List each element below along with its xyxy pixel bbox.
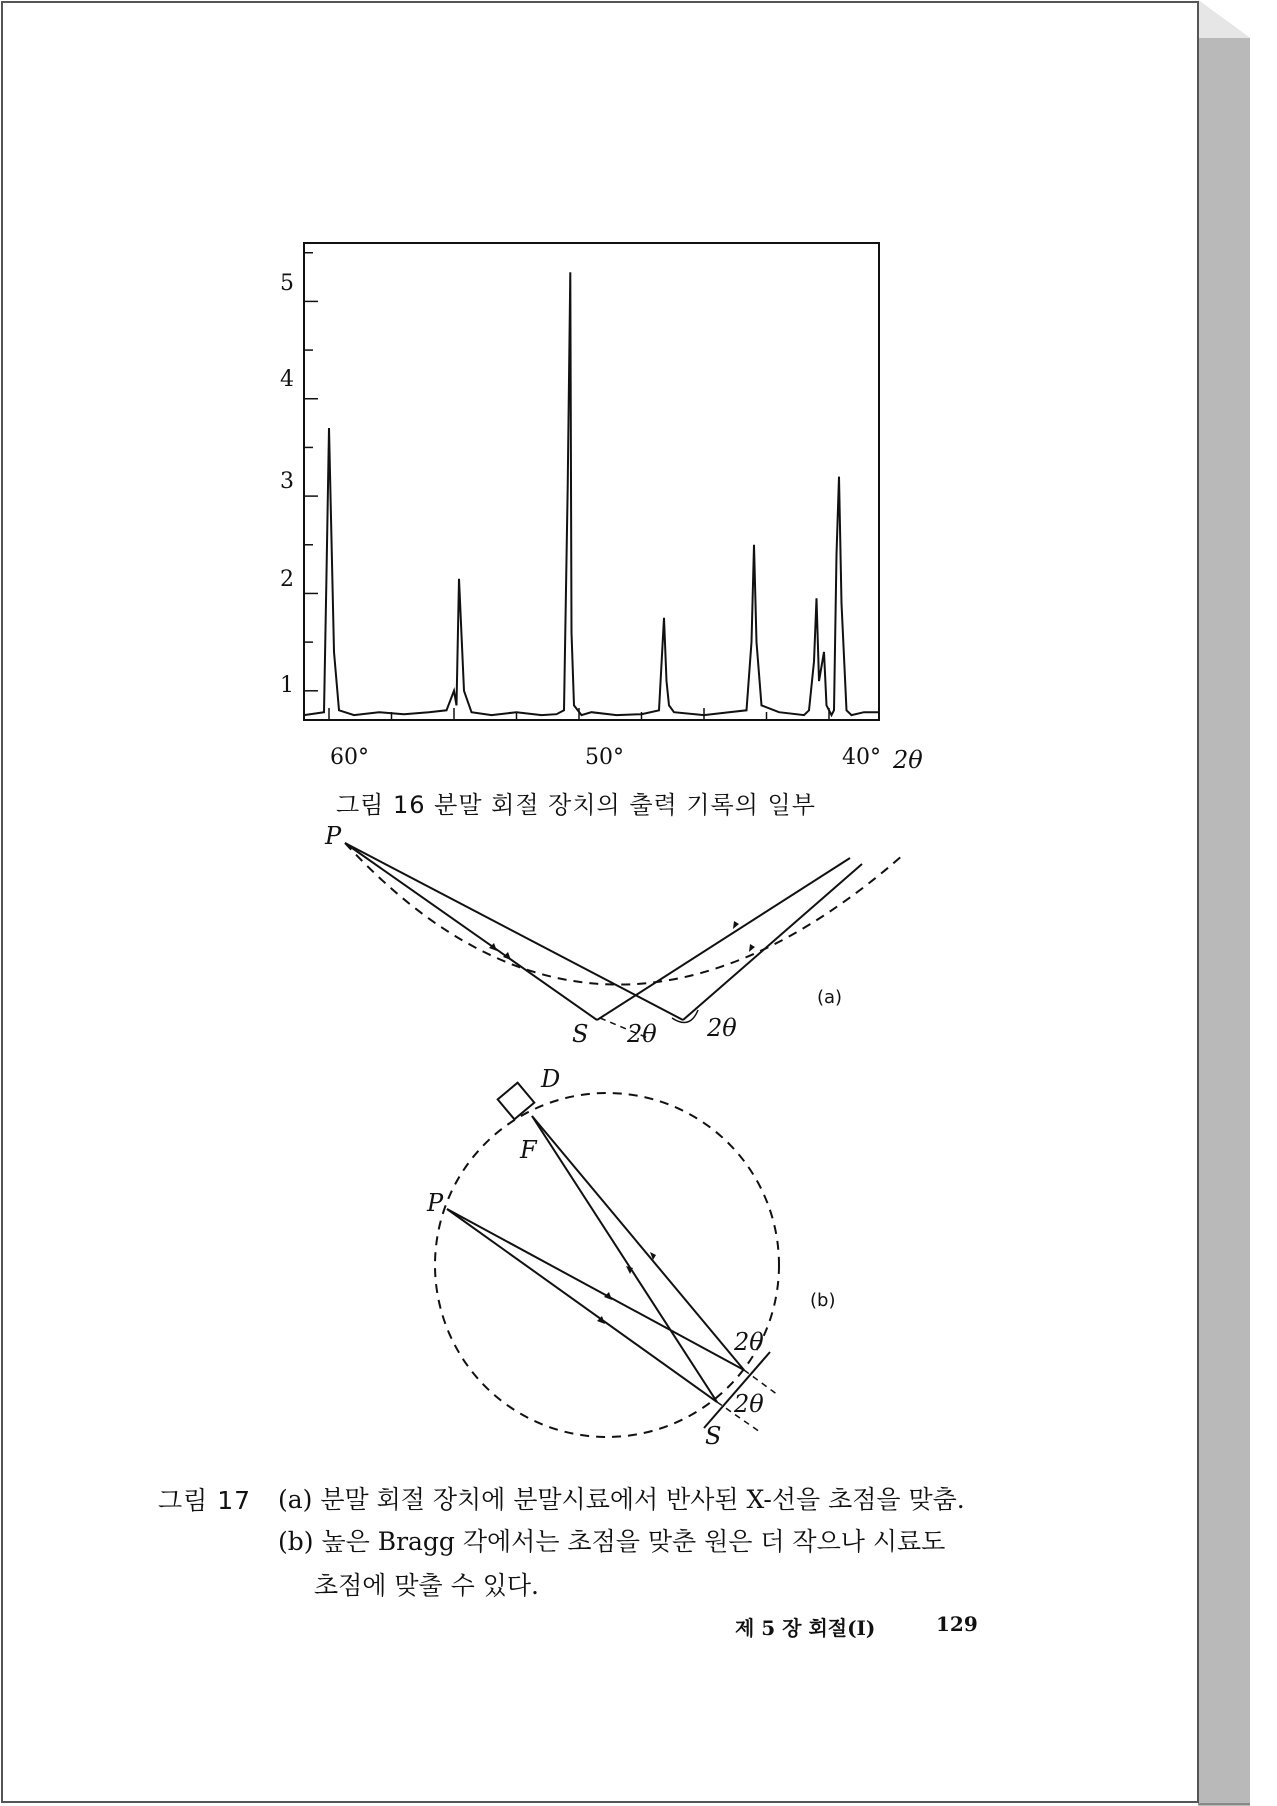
y-tick-label-2: 2 (280, 567, 294, 592)
figure17-caption-line-c: 초점에 맞출 수 있다. (314, 1571, 539, 1600)
point-f: F (520, 1136, 537, 1164)
figure17-caption-line-b: (b) 높은 Bragg 각에서는 초점을 맞춘 원은 더 작으나 시료도 (278, 1527, 946, 1556)
incident-ray-b2 (447, 1209, 744, 1370)
reflected-ray-b1 (532, 1116, 717, 1402)
point-s-b: S (705, 1422, 722, 1450)
ray-arrow (626, 1266, 633, 1274)
focusing-circle-b (435, 1093, 779, 1437)
ray-arrow (604, 1292, 612, 1300)
angle-label-a2: 2θ (707, 1014, 737, 1042)
x-tick-label-50: 50° (585, 745, 624, 770)
incident-ray-b1 (447, 1209, 717, 1402)
figure17-caption-line-a: (a) 분말 회절 장치에 분말시료에서 반사된 X-선을 초점을 맞춤. (278, 1485, 965, 1514)
x-tick-label-60: 60° (330, 745, 369, 770)
point-p-b: P (427, 1189, 444, 1217)
page-number: 129 (936, 1612, 978, 1636)
y-tick-label-3: 3 (280, 469, 294, 494)
y-tick-label-4: 4 (280, 367, 294, 392)
point-p-a: P (325, 822, 342, 850)
y-tick-label-1: 1 (280, 673, 294, 698)
detector-box (498, 1083, 535, 1120)
figure17-label: 그림 17 (158, 1486, 252, 1515)
point-s-a: S (572, 1020, 589, 1048)
angle-label-a1: 2θ (627, 1020, 657, 1048)
angle-label-b2: 2θ (734, 1390, 764, 1418)
point-d: D (541, 1065, 561, 1093)
reflected-ray-b2 (532, 1116, 744, 1370)
angle-label-b1: 2θ (734, 1328, 764, 1356)
chapter-footer: 제 5 장 회절(Ⅰ) (735, 1616, 876, 1640)
panel-label-a: (a) (817, 987, 843, 1008)
x-axis-label: 2θ (893, 746, 923, 774)
figure16-caption: 그림 16 분말 회절 장치의 출력 기록의 일부 (336, 791, 816, 819)
y-tick-label-5: 5 (280, 271, 294, 296)
panel-label-b: (b) (810, 1290, 836, 1311)
x-tick-label-40: 40° (842, 745, 881, 770)
